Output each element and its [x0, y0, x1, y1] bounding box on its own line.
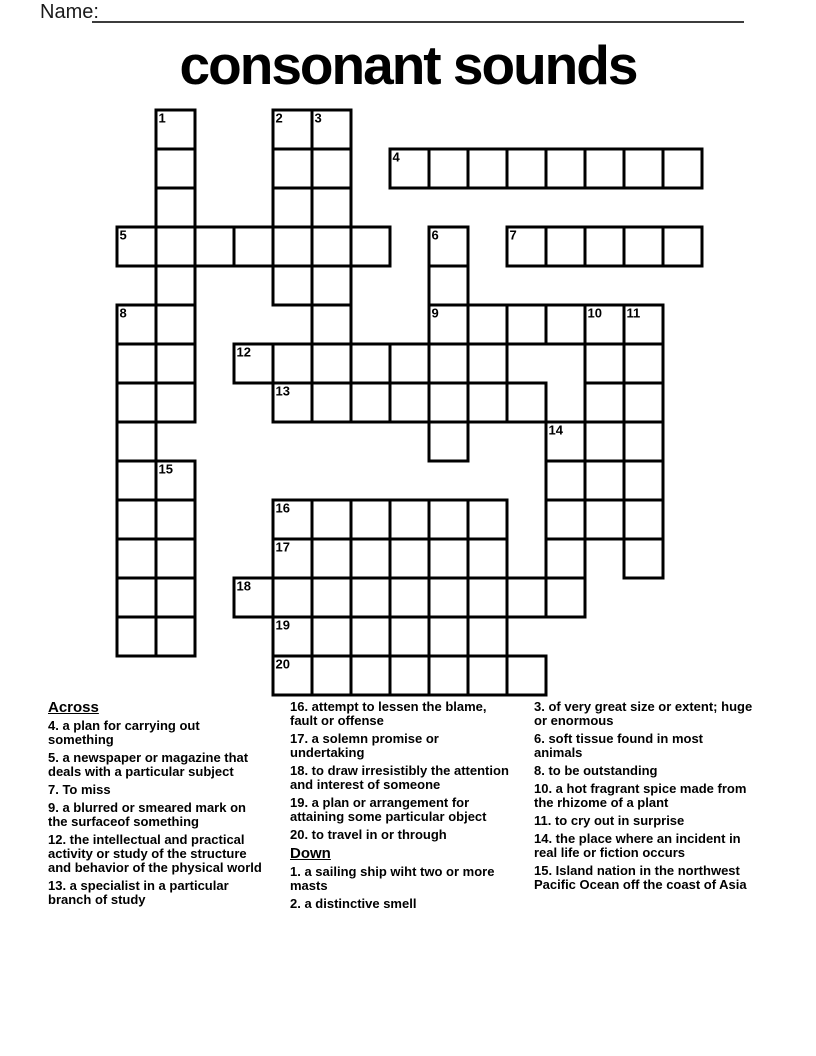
grid-cell[interactable] — [546, 305, 585, 344]
grid-cell[interactable] — [351, 344, 390, 383]
grid-cell[interactable] — [546, 539, 585, 578]
grid-cell[interactable] — [624, 500, 663, 539]
grid-cell[interactable] — [546, 149, 585, 188]
grid-cell[interactable] — [351, 500, 390, 539]
name-input-line[interactable] — [92, 0, 744, 23]
grid-cell[interactable] — [312, 539, 351, 578]
clue: 15. Island nation in the northwest Pacific Ocean off the coast of Asia — [534, 863, 747, 892]
clue: 11. to cry out in surprise — [534, 813, 685, 828]
grid-cell[interactable] — [195, 227, 234, 266]
grid-cell[interactable] — [156, 344, 195, 383]
grid-cell[interactable] — [390, 539, 429, 578]
grid-cell[interactable] — [585, 461, 624, 500]
grid-cell[interactable] — [585, 422, 624, 461]
grid-cell[interactable] — [312, 227, 351, 266]
cell-number: 14 — [548, 422, 563, 438]
grid-cell[interactable] — [585, 149, 624, 188]
grid-cell[interactable] — [351, 617, 390, 656]
grid-cell[interactable] — [585, 500, 624, 539]
grid-cell[interactable] — [624, 149, 663, 188]
grid-cell[interactable] — [507, 305, 546, 344]
grid-cell[interactable] — [351, 656, 390, 695]
grid-cell[interactable] — [156, 149, 195, 188]
grid-cell[interactable] — [429, 539, 468, 578]
grid-cell[interactable] — [507, 656, 546, 695]
grid-cell[interactable] — [429, 656, 468, 695]
grid-cell[interactable] — [390, 344, 429, 383]
grid-cell[interactable] — [429, 383, 468, 422]
grid-cell[interactable] — [585, 344, 624, 383]
grid-cell[interactable] — [624, 461, 663, 500]
grid-cell[interactable] — [507, 383, 546, 422]
cell-number: 6 — [431, 227, 439, 243]
clue: 10. a hot fragrant spice made from the rhizome of a plant — [534, 781, 747, 810]
grid-cell[interactable] — [663, 227, 702, 266]
grid-cell[interactable] — [117, 383, 156, 422]
clue: 20. to travel in or through — [290, 827, 447, 842]
grid-cell[interactable] — [546, 227, 585, 266]
grid-cell[interactable] — [624, 422, 663, 461]
grid-cell[interactable] — [390, 578, 429, 617]
cell-number: 16 — [275, 500, 290, 516]
grid-cell[interactable] — [351, 227, 390, 266]
grid-cell[interactable] — [507, 149, 546, 188]
grid-cell[interactable] — [156, 266, 195, 305]
clue: 13. a specialist in a particular branch of study — [48, 878, 229, 907]
grid-cell[interactable] — [468, 383, 507, 422]
grid-cell[interactable] — [117, 422, 156, 461]
clue: 3. of very great size or extent; huge or enormous — [534, 699, 753, 728]
clue-section-header: Across — [48, 699, 99, 716]
cell-number: 7 — [509, 227, 517, 243]
grid-cell[interactable] — [156, 578, 195, 617]
grid-cell[interactable] — [273, 578, 312, 617]
grid-cell[interactable] — [156, 617, 195, 656]
clue: 19. a plan or arrangement for attaining some particular object — [290, 795, 487, 824]
grid-cell[interactable] — [429, 617, 468, 656]
cell-number: 17 — [275, 539, 290, 555]
clue-column — [534, 700, 754, 896]
grid-cell[interactable] — [546, 578, 585, 617]
clue: 18. to draw irresistibly the attention and interest of someone — [290, 763, 509, 792]
clue: 14. the place where an incident in real life or fiction occurs — [534, 831, 741, 860]
grid-cell[interactable] — [156, 539, 195, 578]
clue-column — [290, 700, 510, 915]
cell-number: 1 — [158, 110, 166, 126]
clue-section-header: Down — [290, 845, 331, 862]
clue: 5. a newspaper or magazine that deals with a particular subject — [48, 750, 249, 779]
clue: 17. a solemn promise or undertaking — [290, 731, 439, 760]
grid-cell[interactable] — [351, 578, 390, 617]
grid-cell[interactable] — [429, 344, 468, 383]
grid-cell[interactable] — [468, 305, 507, 344]
cell-number: 11 — [626, 305, 641, 321]
name-label: Name: — [40, 1, 99, 23]
clue: 16. attempt to lessen the blame, fault or offense — [290, 699, 487, 728]
grid-cell[interactable] — [468, 617, 507, 656]
grid-cell[interactable] — [429, 149, 468, 188]
grid-cell[interactable] — [390, 500, 429, 539]
cell-number: 4 — [392, 149, 400, 165]
grid-cell[interactable] — [585, 227, 624, 266]
grid-cell[interactable] — [273, 266, 312, 305]
grid-cell[interactable] — [156, 383, 195, 422]
clue: 7. To miss — [48, 782, 111, 797]
grid-cell[interactable] — [117, 539, 156, 578]
cell-number: 10 — [587, 305, 602, 321]
grid-cell[interactable] — [429, 422, 468, 461]
grid-cell[interactable] — [312, 188, 351, 227]
grid-cell[interactable] — [468, 539, 507, 578]
grid-cell[interactable] — [507, 578, 546, 617]
clue: 1. a sailing ship wiht two or more masts — [290, 864, 495, 893]
grid-cell[interactable] — [117, 344, 156, 383]
cell-number: 13 — [275, 383, 290, 399]
clue: 8. to be outstanding — [534, 763, 658, 778]
cell-number: 5 — [119, 227, 127, 243]
clue: 4. a plan for carrying out something — [48, 718, 200, 747]
grid-cell[interactable] — [390, 617, 429, 656]
grid-cell[interactable] — [312, 383, 351, 422]
grid-cell[interactable] — [429, 266, 468, 305]
grid-cell[interactable] — [156, 500, 195, 539]
grid-cell[interactable] — [546, 500, 585, 539]
cell-number: 9 — [431, 305, 439, 321]
grid-cell[interactable] — [117, 461, 156, 500]
grid-cell[interactable] — [351, 539, 390, 578]
grid-cell[interactable] — [156, 227, 195, 266]
grid-cell[interactable] — [117, 500, 156, 539]
cell-number: 3 — [314, 110, 322, 126]
grid-cell[interactable] — [468, 578, 507, 617]
grid-cell[interactable] — [273, 227, 312, 266]
grid-cell[interactable] — [468, 344, 507, 383]
grid-cell[interactable] — [273, 344, 312, 383]
clue: 6. soft tissue found in most animals — [534, 731, 704, 760]
grid-cell[interactable] — [312, 266, 351, 305]
grid-cell[interactable] — [312, 656, 351, 695]
grid-cell[interactable] — [312, 149, 351, 188]
grid-cell[interactable] — [312, 500, 351, 539]
page-title: consonant sounds — [179, 34, 637, 96]
grid-cell[interactable] — [390, 383, 429, 422]
grid-cell[interactable] — [468, 500, 507, 539]
grid-cell[interactable] — [312, 578, 351, 617]
grid-cell[interactable] — [468, 149, 507, 188]
cell-number: 12 — [236, 344, 251, 360]
clue: 9. a blurred or smeared mark on the surfaceof something — [48, 800, 246, 829]
grid-cell[interactable] — [156, 188, 195, 227]
grid-cell[interactable] — [663, 149, 702, 188]
cell-number: 19 — [275, 617, 290, 633]
grid-cell[interactable] — [351, 383, 390, 422]
grid-cell[interactable] — [312, 344, 351, 383]
grid-cell[interactable] — [624, 227, 663, 266]
grid-cell[interactable] — [429, 500, 468, 539]
crossword-grid[interactable] — [114, 107, 714, 707]
grid-cell[interactable] — [624, 383, 663, 422]
clue: 2. a distinctive smell — [290, 896, 417, 911]
grid-cell[interactable] — [156, 305, 195, 344]
cell-number: 20 — [275, 656, 290, 672]
grid-cell[interactable] — [429, 578, 468, 617]
grid-cell[interactable] — [312, 305, 351, 344]
grid-cell[interactable] — [117, 578, 156, 617]
grid-cell[interactable] — [234, 227, 273, 266]
clue: 12. the intellectual and practical activity or study of the structure and behavior of the physical world — [48, 832, 262, 875]
cell-number: 15 — [158, 461, 173, 477]
cell-number: 18 — [236, 578, 251, 594]
grid-cell[interactable] — [624, 539, 663, 578]
cell-number: 8 — [119, 305, 127, 321]
grid-cell[interactable] — [585, 383, 624, 422]
grid-cell[interactable] — [273, 149, 312, 188]
grid-cell[interactable] — [546, 461, 585, 500]
grid-cell[interactable] — [468, 656, 507, 695]
grid-cell[interactable] — [273, 188, 312, 227]
grid-cell[interactable] — [312, 617, 351, 656]
grid-cell[interactable] — [117, 617, 156, 656]
clue-column — [48, 700, 268, 911]
cell-number: 2 — [275, 110, 283, 126]
grid-cell[interactable] — [624, 344, 663, 383]
grid-cell[interactable] — [390, 656, 429, 695]
